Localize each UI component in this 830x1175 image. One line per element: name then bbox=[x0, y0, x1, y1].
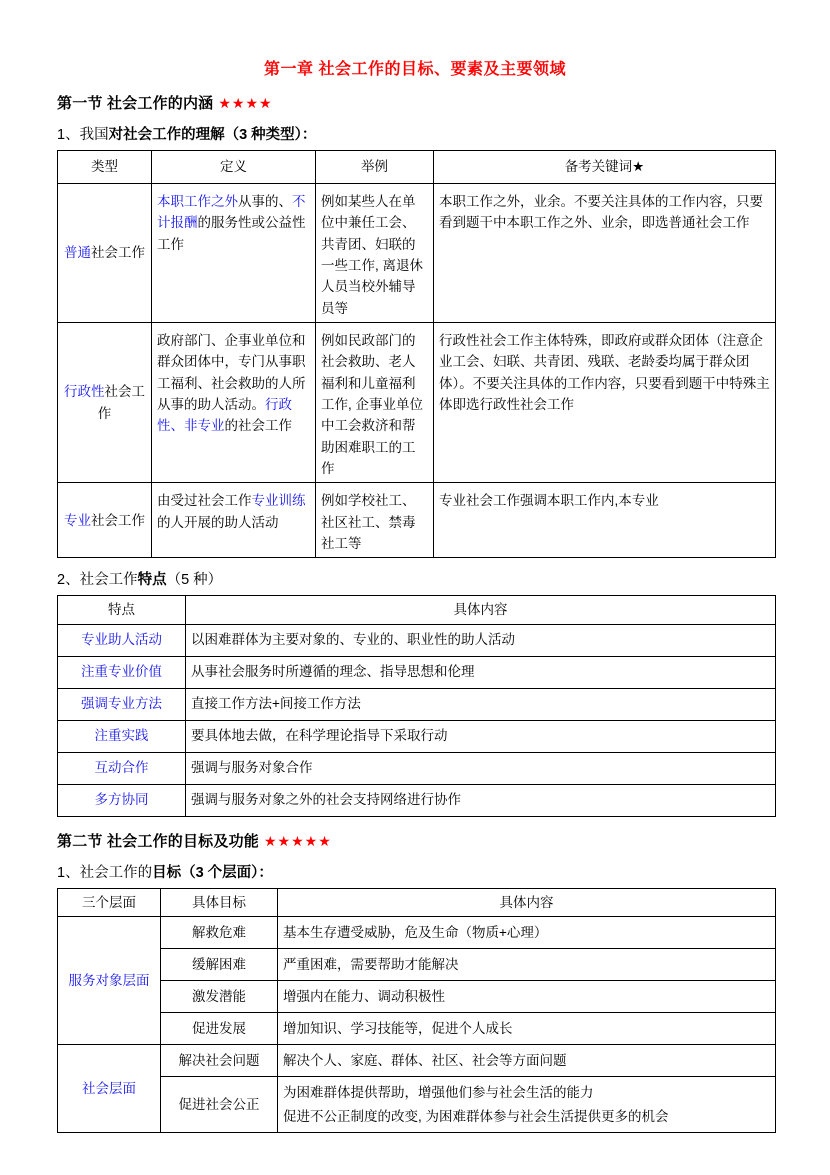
def-part: 从事的、 bbox=[238, 194, 292, 209]
table-row-header bbox=[58, 596, 776, 624]
table-row bbox=[58, 688, 776, 720]
cell-feature-2: 注重专业价值 bbox=[58, 656, 186, 688]
col-header-content: 具体内容 bbox=[278, 888, 776, 916]
def-part: 政府部门、企事业单位和群众团体中，专门从事职工福利、社会救助的人所从事的助人活动。 bbox=[157, 332, 306, 412]
cell-goal-6: 促进社会公正 bbox=[161, 1076, 278, 1132]
subheading-2-1-prefix: 1、社会工作的 bbox=[57, 864, 153, 881]
cell-keywords-1: 本职工作之外，业余。不要关注具体的工作内容，只要看到题干中本职工作之外、业余，即选普通社会工作 bbox=[434, 184, 776, 323]
def-part: 专业训练 bbox=[251, 493, 306, 509]
content-line-2: 促进不公正制度的改变, 为困难群体参与社会生活提供更多的机会 bbox=[283, 1108, 669, 1124]
subheading-1-2-prefix: 2、社会工作 bbox=[57, 572, 138, 589]
table-work-characteristics bbox=[57, 595, 776, 816]
subheading-1-1-prefix: 1、我国 bbox=[57, 127, 109, 143]
table-row bbox=[58, 916, 776, 948]
subheading-1-2 bbox=[0, 558, 830, 595]
cell-content-2: 严重困难，需要帮助才能解决 bbox=[278, 948, 776, 980]
table-row bbox=[58, 483, 776, 558]
cell-feature-3: 强调专业方法 bbox=[58, 688, 186, 720]
cell-goal-4: 促进发展 bbox=[161, 1012, 278, 1044]
cell-definition-3 bbox=[152, 483, 316, 558]
cell-level-society: 社会层面 bbox=[58, 1044, 161, 1132]
table-row-header bbox=[58, 151, 776, 184]
type-highlight: 普通 bbox=[64, 245, 91, 261]
col-header-detail: 具体内容 bbox=[186, 596, 776, 624]
cell-level-client: 服务对象层面 bbox=[58, 916, 161, 1044]
cell-content-6 bbox=[278, 1076, 776, 1132]
cell-feature-1: 专业助人活动 bbox=[58, 624, 186, 656]
cell-detail-6: 强调与服务对象之外的社会支持网络进行协作 bbox=[186, 784, 776, 816]
cell-detail-4: 要具体地去做，在科学理论指导下采取行动 bbox=[186, 720, 776, 752]
cell-detail-1: 以困难群体为主要对象的、专业的、职业性的助人活动 bbox=[186, 624, 776, 656]
cell-content-4: 增加知识、学习技能等，促进个人成长 bbox=[278, 1012, 776, 1044]
def-part: 不计报酬 bbox=[157, 194, 306, 231]
type-rest: 社会工作 bbox=[91, 245, 145, 261]
table-row bbox=[58, 784, 776, 816]
cell-detail-5: 强调与服务对象合作 bbox=[186, 752, 776, 784]
table-row bbox=[58, 980, 776, 1012]
subheading-1-1 bbox=[0, 113, 830, 150]
cell-definition-2 bbox=[152, 322, 316, 482]
table-row bbox=[58, 1012, 776, 1044]
subheading-2-1-suffix: （3 个层面）： bbox=[181, 864, 273, 881]
col-header-keywords: 备考关键词★ bbox=[434, 151, 776, 184]
def-part: 的服务性或公益性工作 bbox=[157, 215, 306, 252]
section-heading-2 bbox=[0, 817, 830, 851]
cell-keywords-3: 专业社会工作强调本职工作内,本专业 bbox=[434, 483, 776, 558]
table-row bbox=[58, 656, 776, 688]
def-part: 的人开展的助人活动 bbox=[157, 514, 279, 530]
col-header-feature: 特点 bbox=[58, 596, 186, 624]
table-row bbox=[58, 184, 776, 323]
table-row bbox=[58, 720, 776, 752]
subheading-1-1-bold: 对社会工作的理解 bbox=[108, 127, 225, 143]
cell-detail-2: 从事社会服务时所遵循的理念、指导思想和伦理 bbox=[186, 656, 776, 688]
subheading-1-1-suffix: （3 种类型）： bbox=[224, 127, 317, 143]
section-heading-1 bbox=[0, 79, 830, 113]
cell-feature-4: 注重实践 bbox=[58, 720, 186, 752]
table-row bbox=[58, 948, 776, 980]
table-row bbox=[58, 322, 776, 482]
cell-goal-3: 激发潜能 bbox=[161, 980, 278, 1012]
table-work-types bbox=[57, 150, 776, 558]
table-work-goals bbox=[57, 888, 776, 1134]
cell-type-1 bbox=[58, 184, 152, 323]
subheading-2-1-bold: 目标 bbox=[152, 864, 182, 881]
section-1-stars: ★★★★ bbox=[218, 95, 273, 111]
cell-feature-5: 互动合作 bbox=[58, 752, 186, 784]
section-1-title: 第一节 社会工作的内涵 bbox=[57, 95, 214, 112]
table-row bbox=[58, 1044, 776, 1076]
section-2-title: 第二节 社会工作的目标及功能 bbox=[57, 832, 259, 850]
cell-type-3 bbox=[58, 483, 152, 558]
cell-content-3: 增强内在能力、调动积极性 bbox=[278, 980, 776, 1012]
cell-example-1: 例如某些人在单位中兼任工会、共青团、妇联的一些工作, 离退休人员当校外辅导员等 bbox=[316, 184, 434, 323]
cell-example-3: 例如学校社工、社区社工、禁毒社工等 bbox=[316, 483, 434, 558]
def-part: 本职工作之外 bbox=[157, 194, 238, 209]
def-part: 行政性、非专业 bbox=[157, 396, 292, 434]
col-header-type: 类型 bbox=[58, 151, 152, 184]
def-part: 由受过社会工作 bbox=[157, 493, 252, 509]
type-highlight: 专业 bbox=[64, 512, 91, 528]
type-rest: 社会工作 bbox=[91, 512, 145, 528]
cell-example-2: 例如民政部门的社会救助、老人福利和儿童福利工作, 企事业单位中工会救济和帮助困难职工的工作 bbox=[316, 322, 434, 482]
col-header-level: 三个层面 bbox=[58, 888, 161, 916]
col-header-definition: 定义 bbox=[152, 151, 316, 184]
subheading-1-2-bold: 特点 bbox=[137, 572, 167, 589]
table-row-header bbox=[58, 888, 776, 916]
def-part: 的社会工作 bbox=[224, 418, 292, 434]
table-row bbox=[58, 1076, 776, 1132]
content-line-1: 为困难群体提供帮助，增强他们参与社会生活的能力 bbox=[283, 1084, 594, 1100]
table-row bbox=[58, 752, 776, 784]
subheading-1-2-suffix: （5 种） bbox=[166, 572, 223, 589]
cell-content-1: 基本生存遭受威胁，危及生命（物质+心理） bbox=[278, 916, 776, 948]
cell-type-2 bbox=[58, 322, 152, 482]
cell-content-5: 解决个人、家庭、群体、社区、社会等方面问题 bbox=[278, 1044, 776, 1076]
section-2-stars: ★★★★★ bbox=[263, 832, 332, 849]
cell-keywords-2: 行政性社会工作主体特殊，即政府或群众团体（注意企业工会、妇联、共青团、残联、老龄委均属于群众团体）。不要关注具体的工作内容，只要看到题干中特殊主体即选行政性社会工作 bbox=[434, 322, 776, 482]
table-row bbox=[58, 624, 776, 656]
type-highlight: 行政性 bbox=[64, 384, 105, 400]
col-header-example: 举例 bbox=[316, 151, 434, 184]
col-header-goal: 具体目标 bbox=[161, 888, 278, 916]
cell-goal-2: 缓解困难 bbox=[161, 948, 278, 980]
chapter-title: 第一章 社会工作的目标、要素及主要领域 bbox=[264, 61, 566, 78]
subheading-2-1 bbox=[0, 851, 830, 888]
cell-definition-1 bbox=[152, 184, 316, 323]
cell-feature-6: 多方协同 bbox=[58, 784, 186, 816]
type-rest: 社会工作 bbox=[97, 384, 145, 421]
cell-goal-5: 解决社会问题 bbox=[161, 1044, 278, 1076]
cell-goal-1: 解救危难 bbox=[161, 916, 278, 948]
cell-detail-3: 直接工作方法+间接工作方法 bbox=[186, 688, 776, 720]
